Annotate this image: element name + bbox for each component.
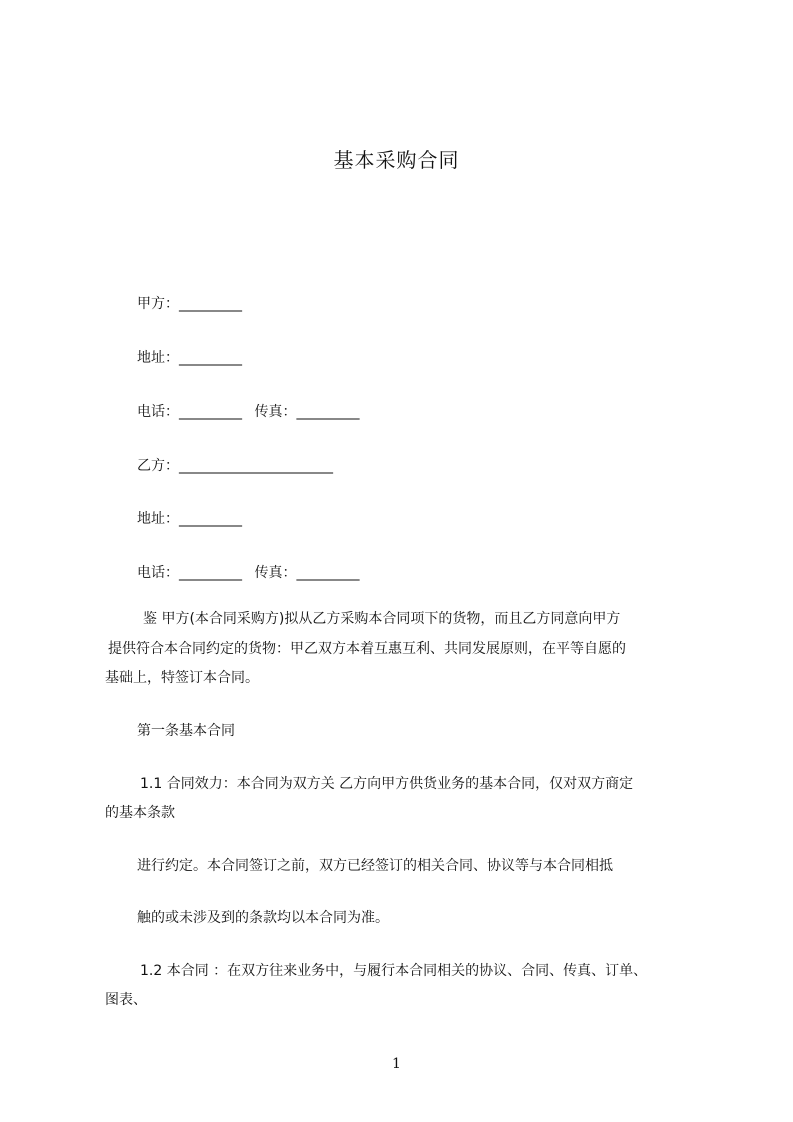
- page-number: 1: [392, 1056, 401, 1072]
- party-a-name-line: 甲方：_________: [137, 296, 242, 312]
- clause-1-1-continuation: 进行约定。本合同签订之前，双方已经签订的相关合同、协议等与本合同相抵: [137, 858, 613, 874]
- preamble-line: 鉴 甲方(本合同采购方)拟从乙方采购本合同项下的货物，而且乙方同意向甲方: [143, 611, 621, 627]
- party-b-name-line: 乙方：______________________: [137, 458, 333, 474]
- party-a-address-line: 地址：_________: [137, 350, 242, 366]
- preamble-line: 提供符合本合同约定的货物：甲乙双方本着互惠互利、共同发展原则，在平等自愿的: [108, 641, 626, 657]
- party-b-contact-line: [137, 562, 359, 582]
- party-a-fax: 传真：_________: [254, 404, 360, 420]
- clause-1-2-line: 1.2 本合同 ：在双方往来业务中，与履行本合同相关的协议、合同、传真、订单、: [140, 963, 648, 979]
- clause-1-1-continuation: 触的或未涉及到的条款均以本合同为准。: [137, 910, 389, 926]
- clause-1-1-line: 的基本条款: [105, 805, 175, 821]
- clause-1-2-line: 图表、: [105, 992, 147, 1008]
- clause-1-1-line: 1.1 合同效力：本合同为双方关 乙方向甲方供货业务的基本合同，仅对双方商定: [140, 776, 634, 792]
- party-a-phone: 电话：_________: [137, 404, 242, 420]
- party-b-phone: 电话：_________: [137, 565, 242, 581]
- article-1-heading: 第一条基本合同: [137, 723, 235, 739]
- preamble-line: 基础上，特签订本合同。: [105, 670, 259, 686]
- document-title: 基本采购合同: [333, 148, 460, 172]
- party-b-fax: 传真：_________: [254, 565, 360, 581]
- party-a-contact-line: [137, 401, 359, 421]
- party-b-address-line: 地址：_________: [137, 511, 242, 527]
